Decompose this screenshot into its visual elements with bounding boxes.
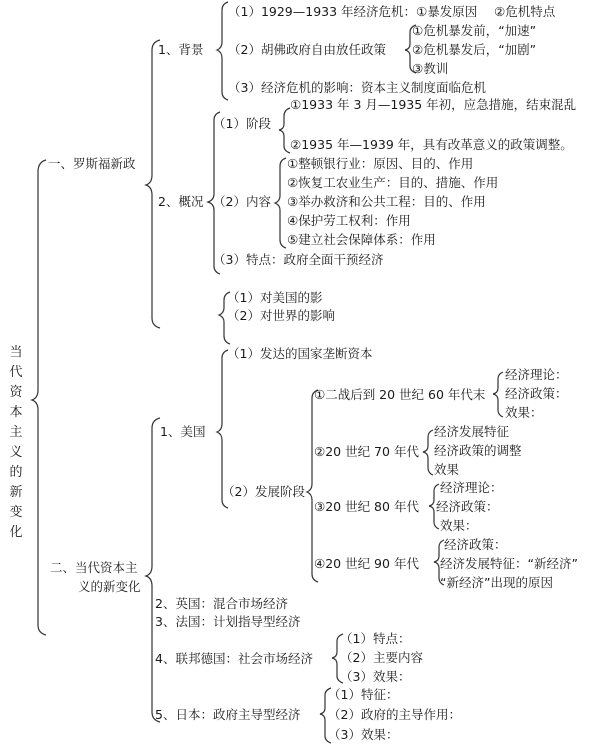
usa-stage-1: ①二战后到 20 世纪 60 年代末 (314, 387, 486, 402)
hoover-sub-2: ②危机暴发后，“加剧” (412, 42, 537, 57)
usa-stages-label: （2）发展阶段 (222, 484, 305, 499)
impact-item-1: （1）对美国的影 (227, 290, 323, 305)
usa-stage-1-sub-3: 效果： (505, 405, 543, 420)
content-label: （2）内容 (213, 194, 271, 209)
uk-item: 2、英国：混合市场经济 (155, 596, 288, 611)
root-title (8, 343, 24, 543)
japan-item-2: （2）政府的主导作用： (328, 707, 461, 722)
usa-stage-3-sub-3: 效果： (440, 518, 478, 533)
stage-item-1: ①1933 年 3 月—1935 年初，应急措施，结束混乱 (290, 97, 577, 112)
usa-label: 1、美国 (160, 424, 206, 439)
germany-item-3: （3）效果： (340, 669, 411, 684)
root-title-char: 的 (9, 465, 23, 480)
usa-stage-2-sub-3: 效果 (434, 462, 460, 477)
background-item-2: （2）胡佛政府自由放任政策 (228, 42, 386, 57)
content-item-5: ⑤建立社会保障体系：作用 (287, 232, 436, 247)
content-item-1: ①整顿银行业：原因、目的、作用 (287, 156, 474, 171)
japan-item-1: （1）特征： (328, 687, 399, 702)
japan-item-3: （3）效果： (328, 727, 399, 742)
root-title-char: 义 (9, 445, 23, 460)
usa-stage-1-sub-1: 经济理论： (505, 367, 568, 382)
germany-item-2: （2）主要内容 (340, 650, 423, 665)
germany-item-1: （1）特点： (340, 631, 411, 646)
root-title-char: 资 (9, 385, 23, 400)
usa-stage-3-sub-2: 经济政策： (436, 499, 499, 514)
part2-label-line2: 义的新变化 (78, 579, 141, 594)
background-item-1-extra: ②危机特点 (494, 4, 556, 19)
hoover-sub-1: ①危机暴发前，“加速” (412, 23, 537, 38)
root-title-char: 本 (9, 405, 23, 420)
usa-stage-4-sub-3: “新经济”出现的原因 (440, 575, 553, 590)
germany-label: 4、联邦德国：社会市场经济 (155, 651, 313, 666)
stage-item-2: ②1935 年—1939 年，具有改革意义的政策调整。 (290, 137, 573, 152)
usa-stage-1-sub-2: 经济政策： (505, 386, 568, 401)
hoover-sub-3: ③教训 (412, 61, 449, 76)
root-title-char: 化 (9, 525, 23, 540)
overview-feature: （3）特点：政府全面干预经济 (213, 252, 384, 267)
impact-item-2: （2）对世界的影响 (227, 308, 335, 323)
part2-label-line1: 二、当代资本主 (50, 560, 138, 575)
usa-stage-3: ③20 世纪 80 年代 (314, 499, 419, 514)
usa-stage-2: ②20 世纪 70 年代 (314, 444, 419, 459)
root-title-char: 代 (9, 365, 23, 380)
background-item-3: （3）经济危机的影响：资本主义制度面临危机 (228, 80, 486, 95)
stages-label: （1）阶段 (213, 116, 271, 131)
usa-stage-3-sub-1: 经济理论： (440, 480, 503, 495)
usa-monopoly: （1）发达的国家垄断资本 (227, 346, 373, 361)
overview-label: 2、概况 (158, 194, 204, 209)
usa-stage-2-sub-2: 经济政策的调整 (434, 443, 522, 458)
part1-label: 一、罗斯福新政 (48, 156, 136, 171)
content-item-4: ④保护劳工权利：作用 (287, 213, 411, 228)
usa-stage-2-sub-1: 经济发展特征 (434, 424, 510, 439)
usa-stage-4-sub-1: 经济政策： (444, 537, 507, 552)
usa-stage-4-sub-2: 经济发展特征：“新经济” (440, 556, 578, 571)
root-title-char: 新 (9, 485, 23, 500)
background-label: 1、背景 (158, 42, 204, 57)
root-title-char: 变 (9, 505, 23, 520)
root-title-char: 当 (9, 345, 23, 360)
root-title-char: 主 (9, 425, 23, 440)
background-item-1: （1）1929—1933 年经济危机：①暴发原因 (228, 4, 478, 19)
japan-label: 5、日本：政府主导型经济 (155, 707, 301, 722)
content-item-3: ③举办救济和公共工程：目的、作用 (287, 194, 486, 209)
usa-stage-4: ④20 世纪 90 年代 (314, 556, 419, 571)
content-item-2: ②恢复工农业生产：目的、措施、作用 (287, 175, 499, 190)
france-item: 3、法国：计划指导型经济 (155, 614, 301, 629)
